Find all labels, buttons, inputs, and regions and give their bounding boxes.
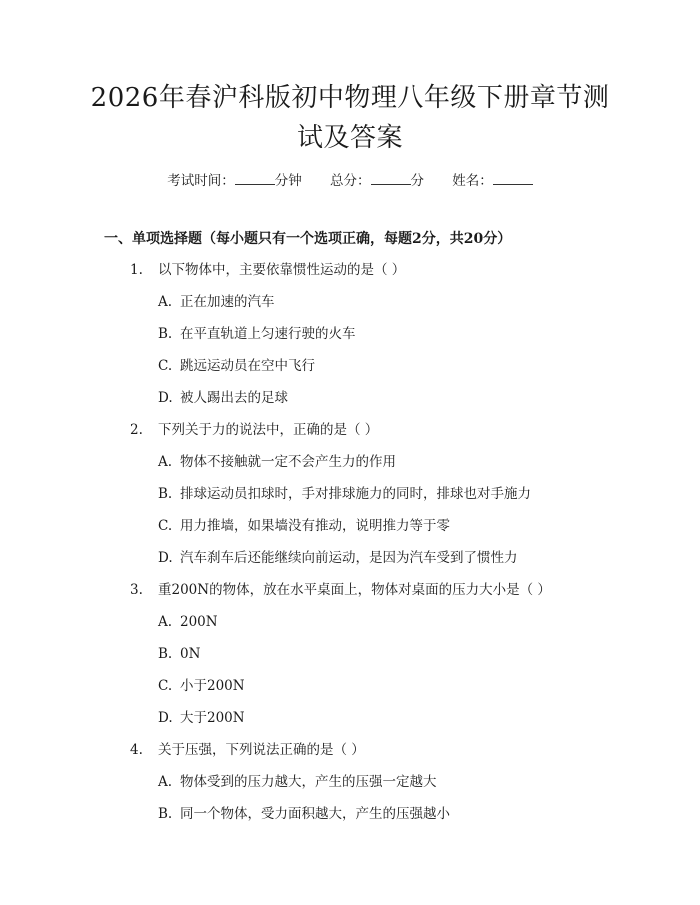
option-text: 200N: [180, 614, 218, 630]
option-item[interactable]: [158, 325, 356, 343]
time-blank[interactable]: [235, 170, 275, 185]
question-text: 重200N的物体，放在水平桌面上，物体对桌面的压力大小是（ ）: [158, 582, 551, 598]
title-line-2: 试及答案: [296, 123, 403, 153]
option-text: 用力推墙，如果墙没有推动，说明推力等于零: [180, 518, 450, 534]
option-item[interactable]: [158, 677, 245, 695]
option-letter: B.: [158, 646, 173, 662]
exam-meta: [0, 170, 700, 190]
time-unit: 分钟: [274, 173, 302, 189]
option-text: 物体不接触就一定不会产生力的作用: [180, 454, 396, 470]
name-label: 姓名：: [452, 173, 493, 189]
option-item[interactable]: [158, 453, 396, 471]
name-field: [452, 170, 533, 190]
option-text: 小于200N: [180, 678, 245, 694]
option-text: 在平直轨道上匀速行驶的火车: [180, 326, 356, 342]
option-text: 物体受到的压力越大，产生的压强一定越大: [180, 774, 437, 790]
option-item[interactable]: [158, 293, 275, 311]
question-text: 下列关于力的说法中，正确的是（ ）: [158, 422, 379, 438]
exam-title: [70, 78, 630, 158]
option-letter: D.: [158, 710, 173, 726]
option-letter: B.: [158, 806, 173, 822]
question-text: 以下物体中，主要依靠惯性运动的是（ ）: [158, 262, 406, 278]
question-number: 2.: [130, 422, 143, 438]
question-item: [130, 741, 365, 759]
score-field: [330, 170, 424, 190]
option-item[interactable]: [158, 549, 518, 567]
option-letter: B.: [158, 326, 173, 342]
option-item[interactable]: [158, 613, 218, 631]
option-text: 跳远运动员在空中飞行: [180, 358, 315, 374]
option-letter: D.: [158, 390, 173, 406]
title-line-1: 2026年春沪科版初中物理八年级下册章节测: [90, 83, 610, 113]
question-item: [130, 261, 405, 279]
option-item[interactable]: [158, 645, 200, 663]
option-item[interactable]: [158, 709, 245, 727]
section-heading: 一、单项选择题（每小题只有一个选项正确，每题2分，共20分）: [104, 231, 512, 247]
option-text: 被人踢出去的足球: [180, 390, 288, 406]
option-item[interactable]: [158, 485, 531, 503]
option-letter: B.: [158, 486, 173, 502]
option-letter: C.: [158, 358, 173, 374]
option-text: 大于200N: [180, 710, 245, 726]
option-text: 同一个物体，受力面积越大，产生的压强越小: [180, 806, 450, 822]
question-number: 4.: [130, 742, 143, 758]
question-item: [130, 421, 378, 439]
score-label: 总分：: [330, 173, 371, 189]
option-letter: A.: [158, 294, 173, 310]
time-label: 考试时间：: [167, 173, 235, 189]
name-blank[interactable]: [493, 170, 533, 185]
option-letter: C.: [158, 678, 173, 694]
option-letter: A.: [158, 454, 173, 470]
option-item[interactable]: [158, 517, 450, 535]
option-item[interactable]: [158, 357, 315, 375]
question-number: 1.: [130, 262, 143, 278]
option-item[interactable]: [158, 773, 437, 791]
option-letter: D.: [158, 550, 173, 566]
time-field: [167, 170, 302, 190]
question-item: [130, 581, 551, 599]
option-item[interactable]: [158, 389, 288, 407]
option-text: 0N: [180, 646, 201, 662]
option-text: 排球运动员扣球时，手对排球施力的同时，排球也对手施力: [180, 486, 531, 502]
option-letter: A.: [158, 774, 173, 790]
question-number: 3.: [130, 582, 143, 598]
option-item[interactable]: [158, 805, 450, 823]
option-text: 正在加速的汽车: [180, 294, 275, 310]
score-blank[interactable]: [371, 170, 411, 185]
score-unit: 分: [410, 173, 424, 189]
option-letter: C.: [158, 518, 173, 534]
option-letter: A.: [158, 614, 173, 630]
option-text: 汽车刹车后还能继续向前运动，是因为汽车受到了惯性力: [180, 550, 518, 566]
question-text: 关于压强，下列说法正确的是（ ）: [158, 742, 365, 758]
